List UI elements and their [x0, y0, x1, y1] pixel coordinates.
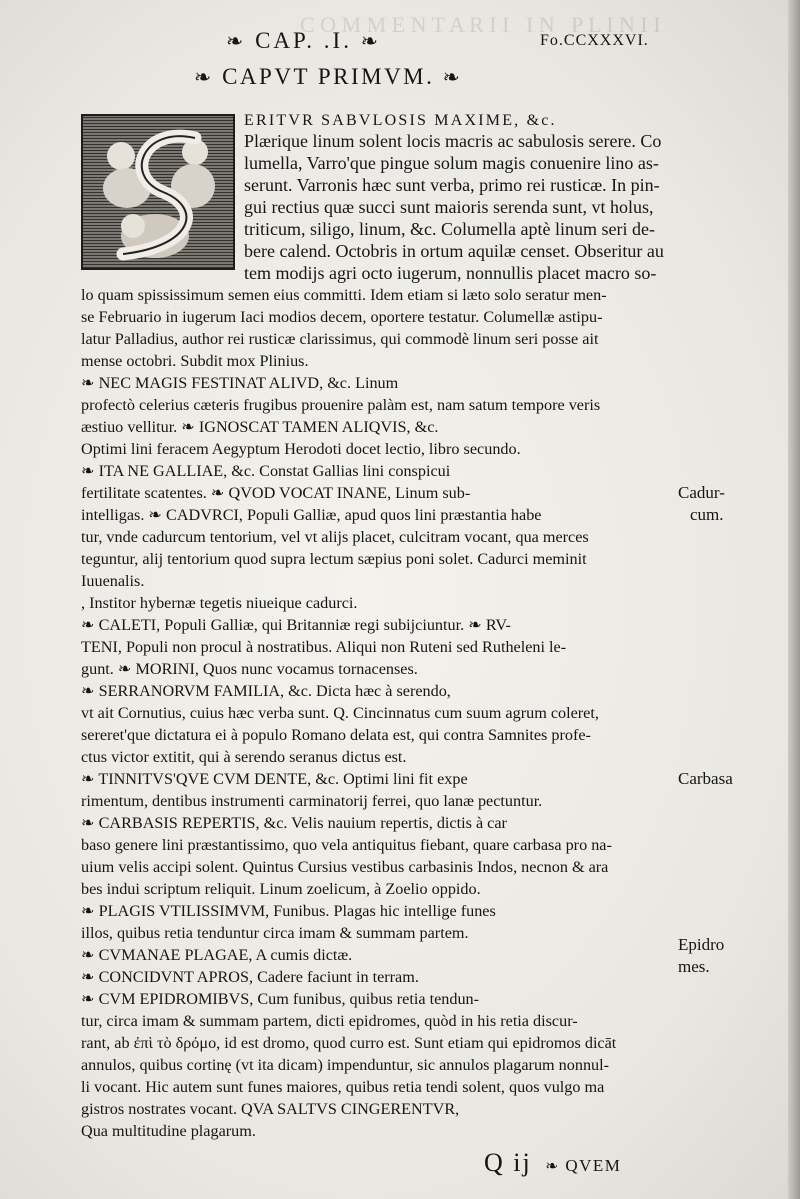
text-line: fertilitate scatentes. ❧ QVOD VOCAT INANE, Linum sub- — [81, 484, 471, 502]
text-line: ctus victor extitit, qui à serendo seranus dictus est. — [81, 748, 407, 766]
text-line: ❧ PLAGIS VTILISSIMVM, Funibus. Plagas hic intellige funes — [81, 902, 496, 920]
ornament-icon: ❧ — [226, 31, 247, 53]
text-line: ❧ CVM EPIDROMIBVS, Cum funibus, quibus retia tendun- — [81, 990, 480, 1008]
text-line: teguntur, alij tentorium quod supra lectum sæpius poni solet. Cadurci meminit — [81, 550, 587, 568]
text-line: se Februario in iugerum Iaci modios decem, oportere testatur. Columellæ astipu- — [81, 308, 603, 326]
text-line: ❧ CONCIDVNT APROS, Cadere faciunt in terram. — [81, 968, 419, 986]
text-line: Qua multitudine plagarum. — [81, 1122, 256, 1140]
text-line: annulos, quibus cortinę (vt ita dicam) impenduntur, sic annulos plagarum nonnul- — [81, 1056, 610, 1074]
text-line: ❧ TINNITVS'QVE CVM DENTE, &c. Optimi lini fit expe — [81, 770, 468, 788]
text-line: æstiuo vellitur. ❧ IGNOSCAT TAMEN ALIQVIS, &c. — [81, 418, 439, 436]
text-line: ❧ CVMANAE PLAGAE, A cumis dictæ. — [81, 946, 353, 964]
ornament-icon: ❧ — [360, 31, 382, 53]
text-line: tem modijs agri octo iugerum, nonnullis placet macro so- — [244, 263, 657, 283]
signature-mark: Q ij — [484, 1148, 532, 1177]
margin-note-carbasa: Carbasa — [678, 769, 733, 788]
catchword-text: QVEM — [565, 1156, 622, 1175]
ornament-icon: ❧ — [442, 67, 463, 89]
catchword — [545, 1156, 621, 1175]
text-line: intelligas. ❧ CADVRCI, Populi Galliæ, apud quos lini præstantia habe — [81, 506, 542, 524]
catchword-line — [484, 1148, 621, 1178]
chapter-heading-text: CAPVT PRIMVM. — [222, 64, 435, 89]
text-line: lumella, Varro'que pingue solum magis conuenire lino as- — [244, 153, 659, 173]
text-line: Iuuenalis. — [81, 572, 145, 590]
text-line: ❧ CARBASIS REPERTIS, &c. Velis nauium repertis, dictis à car — [81, 814, 507, 832]
text-line: ❧ SERRANORVM FAMILIA, &c. Dicta hæc à serendo, — [81, 682, 451, 700]
text-line: , Institor hybernæ tegetis niueique cadurci. — [81, 594, 358, 612]
text-line: rant, ab ἐπὶ τὸ δρόμο, id est dromo, quod curro est. Sunt etiam qui epidromos dicāt — [81, 1034, 617, 1052]
text-line: gistros nostrates vocant. QVA SALTVS CINGERENTVR, — [81, 1100, 460, 1118]
ornament-icon: ❧ — [194, 67, 214, 89]
margin-note-cadurcum: Cadur- — [678, 483, 725, 502]
text-line: bes indui scriptum reliquit. Linum zoelicum, à Zoelio oppido. — [81, 880, 481, 898]
text-line: illos, quibus retia tenduntur circa imam & summam partem. — [81, 924, 469, 942]
text-line: triticum, siligo, linum, &c. Columella aptè linum seri de- — [244, 219, 655, 239]
text-line: ❧ NEC MAGIS FESTINAT ALIVD, &c. Linum — [81, 374, 399, 392]
text-line: profectò celerius cæteris frugibus prouenire palàm est, nam satum tempore veris — [81, 396, 601, 414]
margin-note-epidromes-cont: mes. — [678, 957, 710, 976]
margin-note-cadurcum-cont: cum. — [690, 505, 724, 524]
text-line: mense octobri. Subdit mox Plinius. — [81, 352, 309, 370]
text-line: gui rectius quæ succi sunt maioris serenda sunt, vt holus, — [244, 197, 654, 217]
text-line: latur Palladius, author rei rusticæ clarissimus, qui commodè linum seri posse ait — [81, 330, 599, 348]
text-line: ❧ CALETI, Populi Galliæ, qui Britanniæ regi subijciuntur. ❧ RV- — [81, 616, 511, 634]
text-line: rimentum, dentibus instrumenti carminatorij ferrei, quo lanæ pectuntur. — [81, 792, 543, 810]
text-line: sereret'que dictatura ei à populo Romano delata est, qui contra Samnites profe- — [81, 726, 591, 744]
text-line: Optimi lini feracem Aegyptum Herodoti docet lectio, libro secundo. — [81, 440, 521, 458]
text-line: ❧ ITA NE GALLIAE, &c. Constat Gallias lini conspicui — [81, 462, 451, 480]
text-line: bere calend. Octobris in ortum aquilæ censet. Obseritur au — [244, 241, 664, 261]
text-line: ERITVR SABVLOSIS MAXIME, &c. — [244, 112, 557, 129]
text-line: lo quam spississimum semen eius committi. Idem etiam si læto solo seratur men- — [81, 286, 607, 304]
folio-number: Fo.CCXXXVI. — [540, 32, 649, 49]
chapter-label: CAP. .I. — [255, 28, 352, 53]
text-line: uium velis accipi solent. Quintus Cursius vestibus carbasinis Indos, necnon & ara — [81, 858, 609, 876]
text-line: gunt. ❧ MORINI, Quos nunc vocamus tornacenses. — [81, 660, 418, 678]
text-line: li vocant. Hic autem sunt funes maiores, quibus retia tendi solent, quos vulgo ma — [81, 1078, 605, 1096]
bleed-through: C O M M E N T A R I I I N P L I N I I — [300, 12, 661, 37]
text-line: serunt. Varronis hæc sunt verba, primo rei rusticæ. In pin- — [244, 175, 660, 195]
text-line: tur, circa imam & summam partem, dicti epidromes, quòd in his retia discur- — [81, 1012, 578, 1030]
margin-note-epidromes: Epidro — [678, 935, 725, 954]
text-line: TENI, Populi non procul à nostratibus. Aliqui non Ruteni sed Rutheleni le- — [81, 638, 567, 656]
ornament-icon: ❧ — [545, 1158, 560, 1175]
text-line: vt ait Cornutius, cuius hæc verba sunt. Q. Cincinnatus cum suum agrum coleret, — [81, 704, 599, 722]
text-line: baso genere lini præstantissimo, quo vela antiquitus fiebant, quare carbasa pro na- — [81, 836, 612, 854]
text-line: Plærique linum solent locis macris ac sabulosis serere. Co — [244, 131, 662, 151]
text-line: tur, vnde cadurcum tentorium, vel vt alijs placet, culcitram vocant, qua merces — [81, 528, 589, 546]
